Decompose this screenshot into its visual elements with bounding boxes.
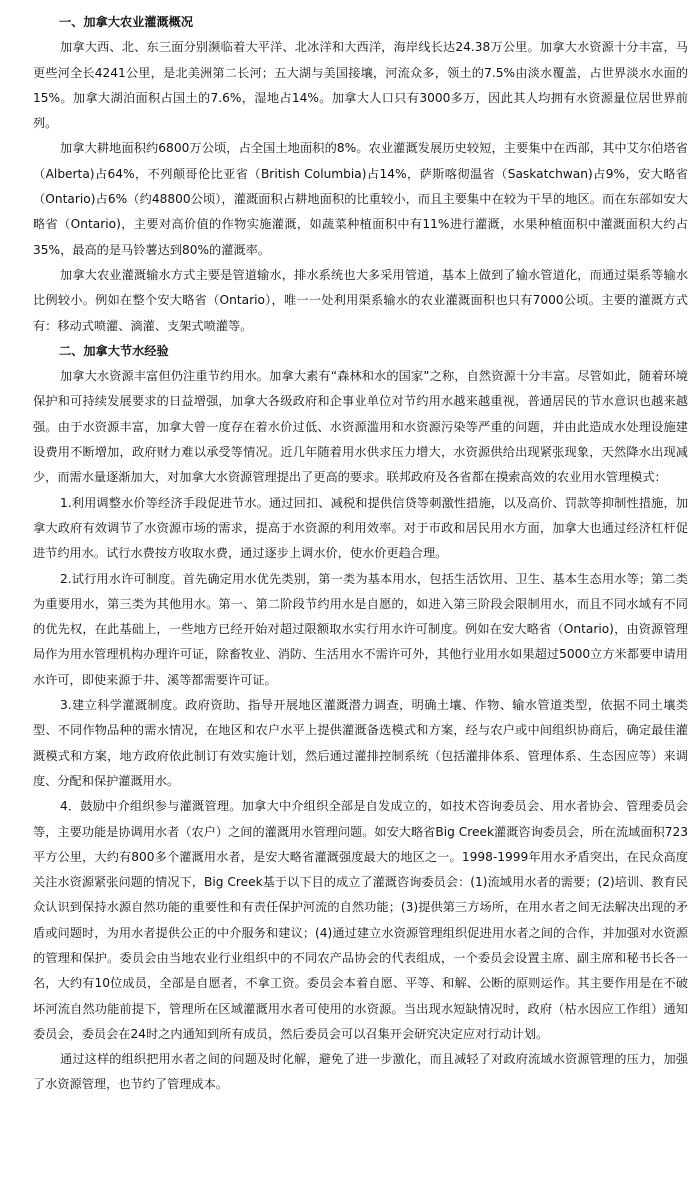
paragraph-pricing: 1.利用调整水价等经济手段促进节水。通过回扣、减税和提供信贷等刺激性措施，以及高价、罚款等抑制性措施，加拿大政府有效调节了水资源市场的需求，提高于水资源的利用效率。对于市政和居民用水方面，加拿大也通过经济杠杆促进节约用水。试行水费按方收取水费，通过逐步上调水价，使水价更趋合理。: [33, 495, 688, 561]
paragraph-intermediary: 4．鼓励中介组织参与灌溉管理。加拿大中介组织全部是自发成立的，如技术咨询委员会、用水者协会、管理委员会等，主要功能是协调用水者（农户）之间的灌溉用水管理问题。如安大略省Big Creek灌溉咨询委员会，所在流域面积723平方公里，大约有800多个灌溉用水者，是安大略省灌溉强度最大的地区之一。1998-1999年用水矛盾突出，在民众高度关注水资源紧张问题的情况下，Big Creek基于以下目的成立了灌溉咨询委员会：(1)流域用水者的需要；(2)培训、教育民众认识到保持水源自然功能的重要性和有责任保护河流的自然功能；(3)提供第三方场所，在用水者之间无法解决出现的矛盾或问题时，为用水者提供公正的中介服务和建议；(4)通过建立水资源管理组织促进用水者之间的合作，并加强对水资源的管理和保护。委员会由当地农业行业组织中的不同农产品协会的代表组成，一个委员会设置主席、副主席和秘书长各一名，大约有10位成员，全部是自愿者，不拿工资。委员会本着自愿、平等、和解、公断的原则运作。其主要作用是在不破坏河流自然功能前提下，管理所在区域灌溉用水者可使用的水资源。当出现水短缺情况时，政府（枯水因应工作组）通知委员会，委员会在24时之内通知到所有成员，然后委员会可以召集开会研究决定应对行动计划。: [33, 799, 688, 1041]
paragraph-water-saving-intro: 加拿大水资源丰富但仍注重节约用水。加拿大素有“森林和水的国家”之称，自然资源十分丰富。尽管如此，随着环境保护和可持续发展要求的日益增强，加拿大各级政府和企事业单位对节约用水越来越重视，普通居民的节水意识也越来越强。由于水资源丰富，加拿大曾一度存在着水价过低、水资源滥用和水资源污染等严重的问题，并由此造成水处理设施建设费用不断增加，政府财力难以承受等情况。近几年随着用水供求压力增大，水资源供给出现紧张现象，天然降水出现减少，而需水量逐渐加大，对加拿大水资源管理提出了更高的要求。联邦政府及各省都在摸索高效的农业用水管理模式：: [33, 369, 688, 485]
section-heading-water-saving: 二、加拿大节水经验: [59, 343, 169, 358]
section-heading-overview: 一、加拿大农业灌溉概况: [59, 15, 194, 29]
paragraph-permit: 2.试行用水许可制度。首先确定用水优先类别，第一类为基本用水，包括生活饮用、卫生、基本生态用水等；第二类为重要用水，第三类为其他用水。第一、第二阶段节约用水是自愿的，如进入第三阶段会限制用水，而且不同水域有不同的优先权，在此基础上，一些地方已经开始对超过限额取水实行用水许可制度。例如在安大略省（Ontario)，由资源管理局作为用水管理机构办理许可证，除畜牧业、消防、生活用水不需许可外，其他行业用水如果超过5000立方米都要申请用水许可，即使来源于井、溪等都需要许可证。: [33, 571, 688, 687]
paragraph-farmland: 加拿大耕地面积约6800万公顷，占全国土地面积的8%。农业灌溉发展历史较短，主要集中在西部，其中艾尔伯塔省（Alberta)占64%，不列颠哥伦比亚省（British Columbia)占14%，萨斯喀彻温省（Saskatchwan)占9%，安大略省（Ontario)占6%（约48800公顷），灌溉面积占耕地面积的比重较小，而且主要集中在较为干旱的地区。而在东部如安大略省（Ontario)，主要对高价值的作物实施灌溉，如蔬菜种植面积中有11%进行灌溉，水果种植面积中灌溉面积大约占35%，最高的是马铃薯达到80%的灌溉率。: [33, 141, 688, 257]
paragraph-conclusion: 通过这样的组织把用水者之间的问题及时化解，避免了进一步激化，而且减轻了对政府流域水资源管理的压力，加强了水资源管理，也节约了管理成本。: [33, 1052, 688, 1092]
paragraph-geography: 加拿大西、北、东三面分别濒临着大平洋、北冰洋和大西洋，海岸线长达24.38万公里。加拿大水资源十分丰富，马更些河全长4241公里，是北美洲第二长河；五大湖与美国接壤，河流众多，领土的7.5%由淡水覆盖，占世界淡水水面的15%。加拿大湖泊面积占国土的7.6%，湿地占14%。加拿大人口只有3000多万，因此其人均拥有水资源量位居世界前列。: [33, 40, 688, 131]
paragraph-scientific-irrigation: 3.建立科学灌溉制度。政府资助、指导开展地区灌溉潜力调查，明确土壤、作物、输水管道类型，依据不同土壤类型、不同作物品种的需水情况，在地区和农户水平上提供灌溉备选模式和方案，经与农户或中间组织协商后，确定最佳灌溉模式和方案，地方政府依此制订有效实施计划，然后通过灌排控制系统（包括灌排体系、管理体系、生态因应等）来调度、分配和保护灌溉用水。: [33, 698, 688, 788]
paragraph-irrigation-method: 加拿大农业灌溉输水方式主要是管道输水，排水系统也大多采用管道，基本上做到了输水管道化，而通过渠系等输水比例较小。例如在整个安大略省（Ontario），唯一一处利用渠系输水的农业灌溉面积也只有7000公顷。主要的灌溉方式有：移动式喷灌、滴灌、支架式喷灌等。: [33, 267, 688, 333]
